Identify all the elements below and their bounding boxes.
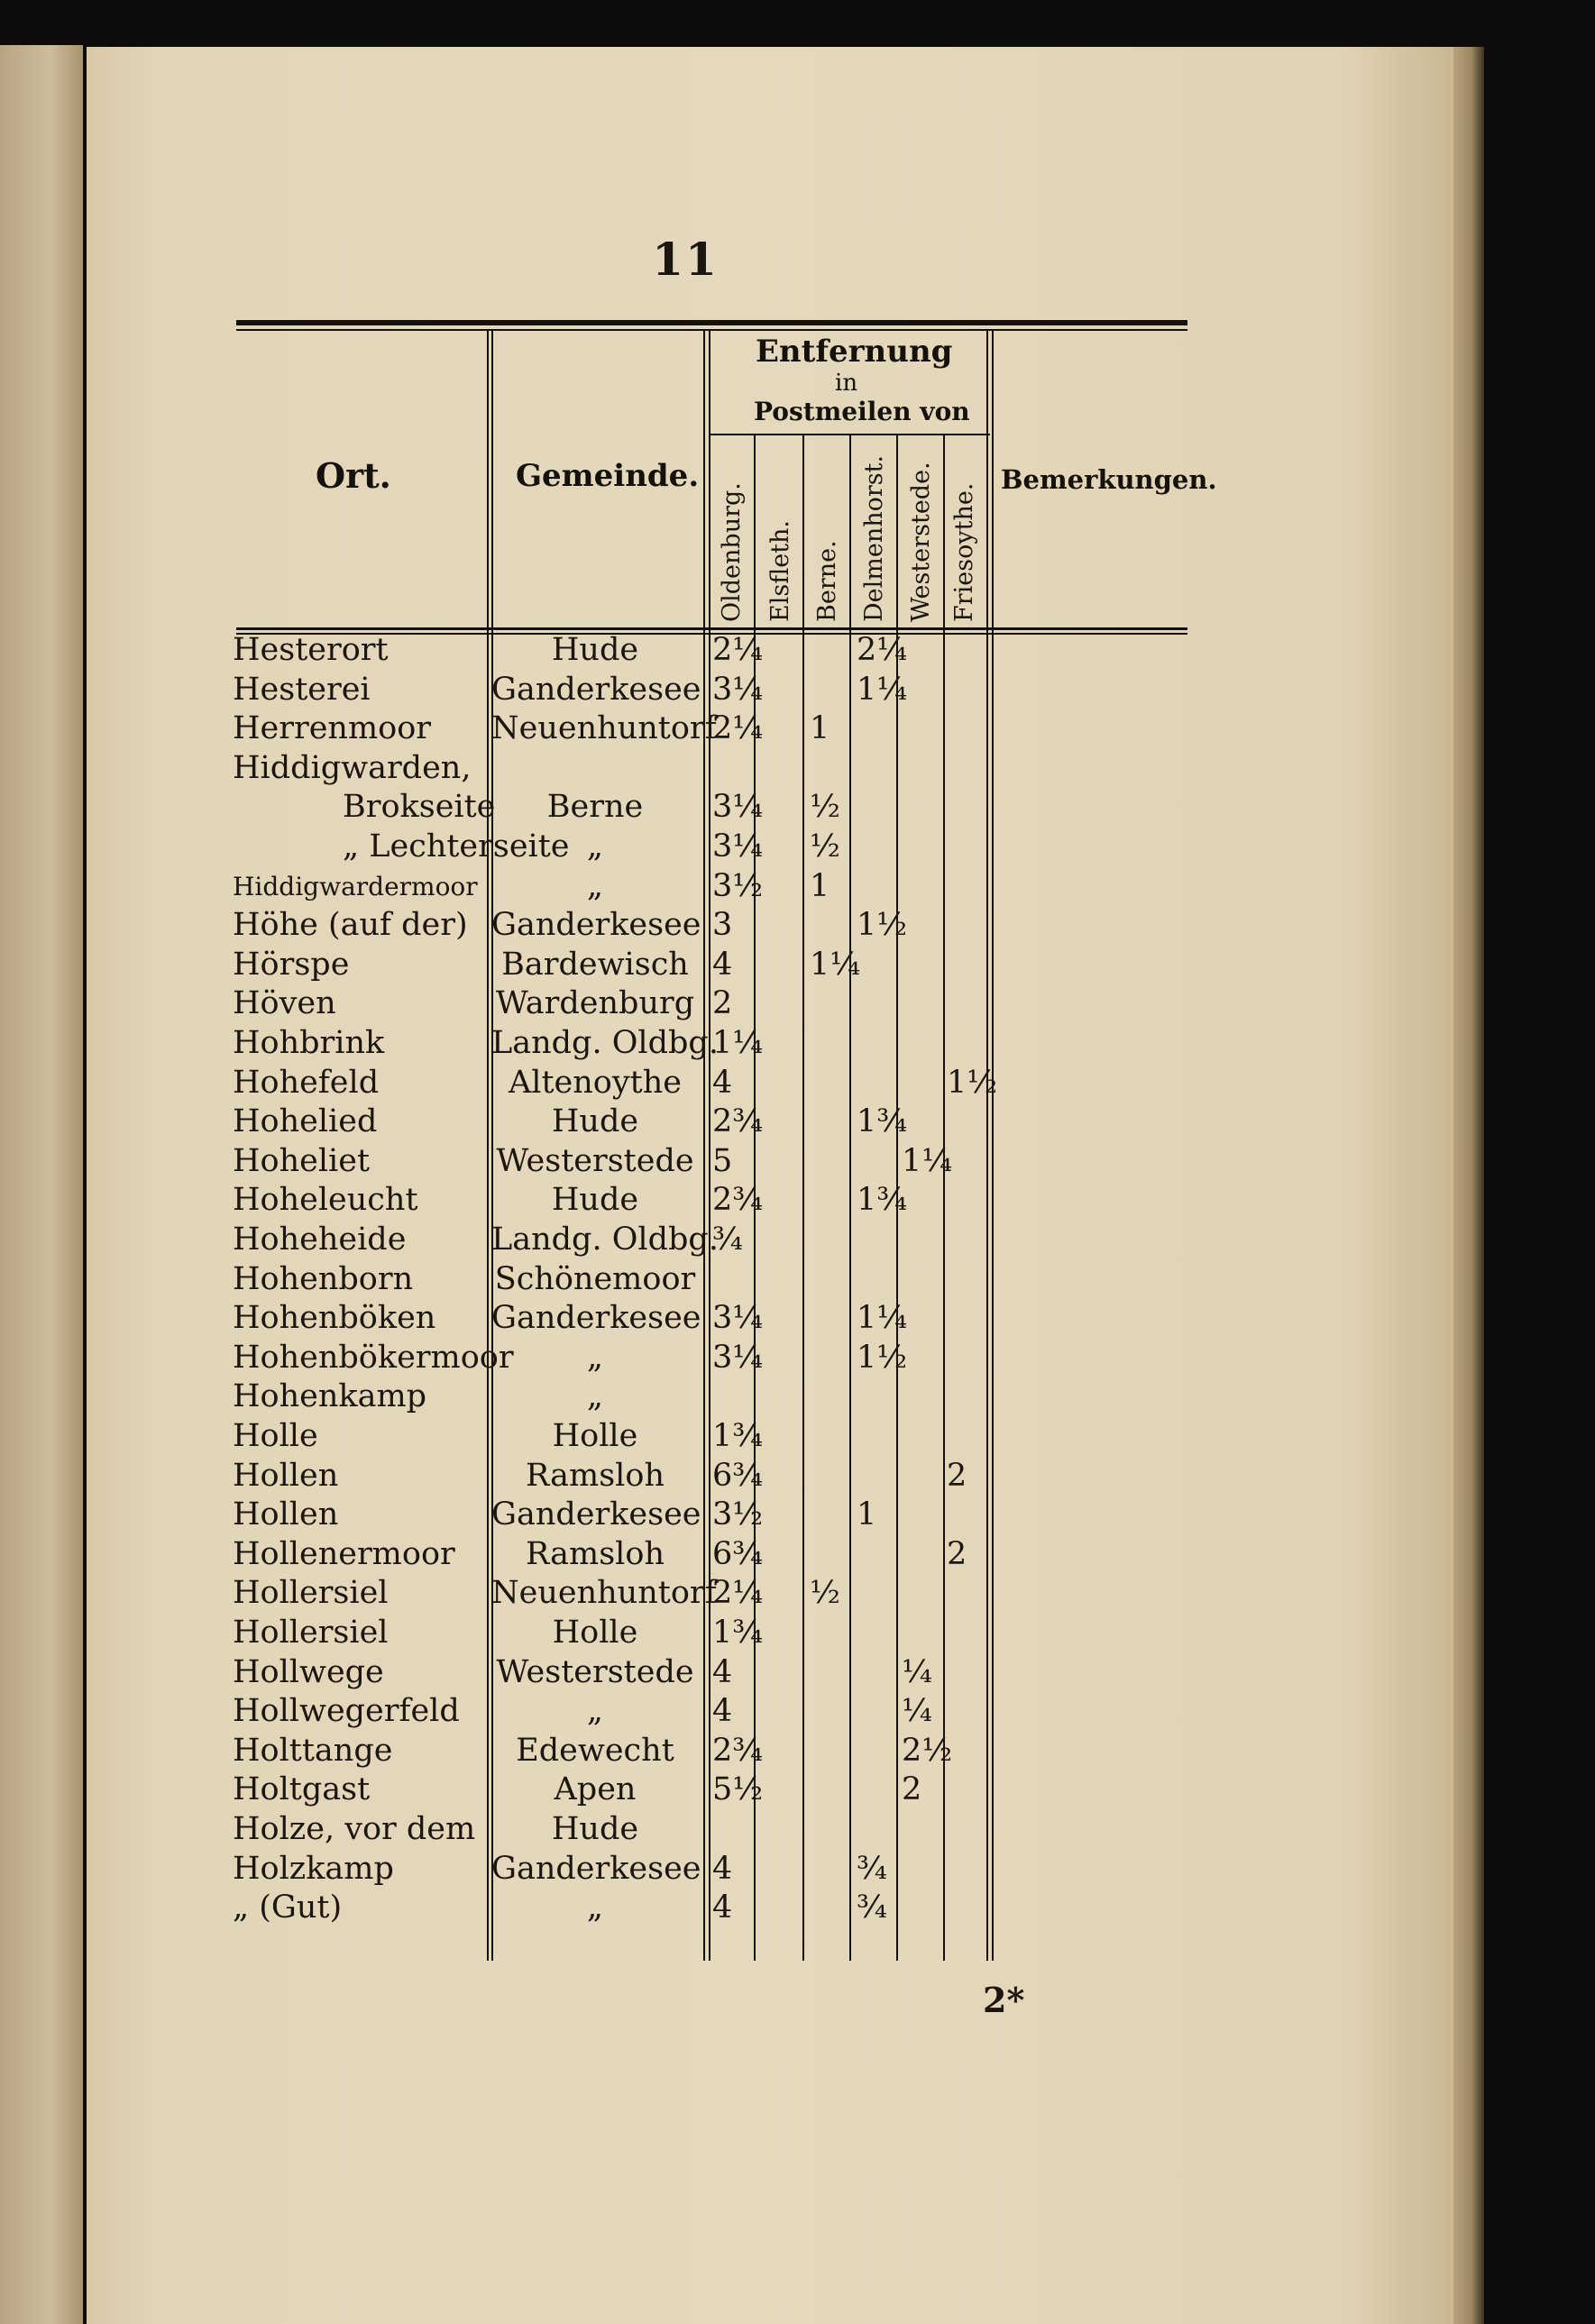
cell-gemeinde: „ (586, 867, 604, 904)
cell-ort: Hollen (233, 1496, 339, 1533)
cell-ort: Hoheleucht (233, 1182, 418, 1219)
signature-mark: 2* (983, 1980, 1025, 2020)
cell-oldenburg: 2¼ (712, 632, 764, 668)
cell-oldenburg: 4 (712, 946, 733, 983)
cell-ort: Hoheheide (233, 1221, 407, 1258)
table-row (0, 1103, 1595, 1141)
table-row (0, 1417, 1595, 1456)
table-row (0, 1574, 1595, 1613)
cell-oldenburg: 4 (712, 1653, 733, 1690)
table-row (0, 1142, 1595, 1181)
header-ort: Ort. (316, 455, 391, 496)
cell-delmenhorst: 1½ (857, 907, 908, 944)
cell-ort: Hollersiel (233, 1575, 389, 1612)
header-bemerkungen: Bemerkungen. (1001, 464, 1217, 495)
cell-oldenburg: 4 (712, 1693, 733, 1730)
cell-delmenhorst: 2¼ (857, 632, 908, 668)
cell-gemeinde: Schönemoor (494, 1260, 696, 1297)
cell-friesoythe: 2 (947, 1457, 967, 1494)
cell-oldenburg: 3¼ (712, 671, 764, 708)
cell-ort: Brokseite (343, 789, 496, 826)
cell-gemeinde: Ganderkesee (491, 1850, 701, 1887)
table-row (0, 1339, 1595, 1377)
cell-ort: Hohefeld (233, 1064, 380, 1101)
cell-gemeinde: Hude (551, 1182, 639, 1219)
table-row (0, 867, 1595, 906)
table-row (0, 1496, 1595, 1534)
table-row (0, 828, 1595, 866)
cell-oldenburg: 2¾ (712, 1103, 764, 1140)
cell-gemeinde: Landg. Oldbg. (491, 1025, 719, 1061)
cell-ort: Holttange (233, 1732, 393, 1769)
table-row (0, 1181, 1595, 1220)
cell-gemeinde: Hude (551, 1811, 639, 1847)
cell-delmenhorst: 1½ (857, 1339, 908, 1376)
table-row (0, 1732, 1595, 1770)
table-row (0, 1221, 1595, 1259)
cell-ort: Hesterort (233, 632, 389, 668)
cell-gemeinde: Westerstede (496, 1653, 694, 1690)
cell-oldenburg: ¾ (712, 1221, 743, 1258)
cell-berne: ½ (810, 789, 840, 826)
cell-gemeinde: Hude (551, 1103, 639, 1140)
cell-ort: Herrenmoor (233, 710, 432, 747)
header-gemeinde: Gemeinde. (516, 458, 700, 494)
cell-ort: Hollen (233, 1457, 339, 1494)
table-row (0, 984, 1595, 1023)
table-row (0, 1535, 1595, 1574)
cell-gemeinde: Ramsloh (526, 1457, 665, 1494)
cell-ort: „ Lechterseite (343, 828, 570, 865)
table-row (0, 1260, 1595, 1299)
cell-delmenhorst: ¾ (857, 1889, 887, 1926)
cell-ort: Holzkamp (233, 1850, 394, 1887)
table-row (0, 709, 1595, 748)
top-thick-rule (236, 320, 1187, 325)
header-in: in (835, 370, 858, 397)
cell-berne: ½ (810, 1575, 840, 1612)
cell-westerstede: 2½ (902, 1732, 953, 1769)
cell-gemeinde: Ramsloh (526, 1535, 665, 1572)
cell-oldenburg: 2¼ (712, 710, 764, 747)
cell-gemeinde: Hude (551, 632, 639, 668)
cell-gemeinde: Altenoythe (509, 1064, 682, 1101)
cell-gemeinde: Ganderkesee (491, 907, 701, 944)
cell-oldenburg: 3¼ (712, 828, 764, 865)
cell-oldenburg: 2¾ (712, 1732, 764, 1769)
cell-berne: 1 (810, 867, 830, 904)
cell-ort: Hesterei (233, 671, 371, 708)
cell-delmenhorst: 1¾ (857, 1182, 908, 1219)
cell-ort: Hohelied (233, 1103, 378, 1140)
cell-ort: Höven (233, 985, 336, 1022)
cell-gemeinde: „ (586, 828, 604, 865)
cell-ort: Hohbrink (233, 1025, 385, 1061)
cell-oldenburg: 3½ (712, 1496, 764, 1533)
cell-gemeinde: „ (586, 1378, 604, 1415)
cell-ort: Hollersiel (233, 1615, 389, 1651)
cell-ort: Hohenböken (233, 1300, 436, 1337)
cell-delmenhorst: ¾ (857, 1850, 887, 1887)
cell-berne: 1 (810, 710, 830, 747)
cell-gemeinde: Edewecht (516, 1732, 674, 1769)
cell-oldenburg: 1¼ (712, 1025, 764, 1061)
table-row (0, 671, 1595, 709)
table-row (0, 1810, 1595, 1849)
table-row (0, 1770, 1595, 1809)
cell-berne: ½ (810, 828, 840, 865)
header-elsfleth: Elsfleth. (766, 519, 794, 622)
cell-oldenburg: 3¼ (712, 1300, 764, 1337)
table-row (0, 906, 1595, 945)
cell-ort: Hoheliet (233, 1142, 371, 1179)
cell-gemeinde: Holle (552, 1615, 638, 1651)
cell-gemeinde: Neuenhuntorf (491, 1575, 717, 1612)
cell-oldenburg: 1¾ (712, 1418, 764, 1454)
cell-oldenburg: 4 (712, 1850, 733, 1887)
cell-delmenhorst: 1¼ (857, 1300, 908, 1337)
cell-berne: 1¼ (810, 946, 861, 983)
cell-oldenburg: 4 (712, 1889, 733, 1926)
cell-gemeinde: Wardenburg (495, 985, 695, 1022)
cell-oldenburg: 1¾ (712, 1615, 764, 1651)
cell-oldenburg: 2¼ (712, 1575, 764, 1612)
cell-ort: Hohenkamp (233, 1378, 427, 1415)
cell-oldenburg: 3 (712, 907, 733, 944)
table-row (0, 1377, 1595, 1416)
table-row (0, 1889, 1595, 1927)
cell-ort: Holtgast (233, 1771, 371, 1808)
header-postmeilen: Postmeilen von (754, 397, 970, 426)
top-thin-rule (236, 329, 1187, 331)
cell-ort: Holze, vor dem (233, 1811, 476, 1847)
cell-gemeinde: Berne (546, 789, 644, 826)
table-row (0, 1064, 1595, 1103)
cell-westerstede: ¼ (902, 1653, 932, 1690)
cell-ort: Hiddigwarden, (233, 749, 472, 786)
cell-gemeinde: Ganderkesee (491, 1300, 701, 1337)
cell-ort: Holle (233, 1418, 318, 1454)
table-row (0, 946, 1595, 984)
cell-gemeinde: Apen (554, 1771, 637, 1808)
table-row (0, 1653, 1595, 1692)
table-row (0, 1299, 1595, 1338)
header-oldenburg: Oldenburg. (718, 482, 746, 622)
cell-oldenburg: 3¼ (712, 1339, 764, 1376)
cell-ort: Hohenbökermoor (233, 1339, 514, 1376)
cell-gemeinde: Ganderkesee (491, 1496, 701, 1533)
cell-oldenburg: 2¾ (712, 1182, 764, 1219)
cell-gemeinde: „ (586, 1339, 604, 1376)
table-row (0, 1024, 1595, 1063)
cell-gemeinde: Landg. Oldbg. (491, 1221, 719, 1258)
cell-westerstede: 1¼ (902, 1142, 953, 1179)
cell-oldenburg: 3¼ (712, 789, 764, 826)
table-row (0, 1614, 1595, 1652)
cell-oldenburg: 2 (712, 985, 733, 1022)
cell-delmenhorst: 1 (857, 1496, 877, 1533)
cell-friesoythe: 2 (947, 1535, 967, 1572)
cell-ort: Hohenborn (233, 1260, 414, 1297)
table-row (0, 1457, 1595, 1496)
cell-gemeinde: „ (586, 1693, 604, 1730)
header-westerstede: Westerstede. (907, 462, 935, 622)
cell-oldenburg: 4 (712, 1064, 733, 1101)
cell-westerstede: ¼ (902, 1693, 932, 1730)
cell-ort: „ (Gut) (233, 1889, 343, 1926)
cell-ort: Hollwege (233, 1653, 384, 1690)
table-row (0, 1692, 1595, 1731)
cell-oldenburg: 5 (712, 1142, 733, 1179)
header-friesoythe: Friesoythe. (950, 482, 978, 622)
header-berne: Berne. (813, 540, 841, 622)
cell-oldenburg: 6¾ (712, 1535, 764, 1572)
cell-oldenburg: 3½ (712, 867, 764, 904)
cell-westerstede: 2 (902, 1771, 922, 1808)
cell-delmenhorst: 1¾ (857, 1103, 908, 1140)
cell-gemeinde: Ganderkesee (491, 671, 701, 708)
cell-oldenburg: 5½ (712, 1771, 764, 1808)
table-row (0, 631, 1595, 670)
table-row (0, 788, 1595, 827)
header-bottom-rule (236, 627, 1187, 630)
cell-oldenburg: 6¾ (712, 1457, 764, 1494)
page-number: 11 (652, 233, 719, 286)
cell-gemeinde: Westerstede (496, 1142, 694, 1179)
cell-ort: Hollwegerfeld (233, 1693, 460, 1730)
cell-gemeinde: Neuenhuntorf (491, 710, 717, 747)
cell-ort: Hollenermoor (233, 1535, 455, 1572)
header-entfernung: Entfernung (756, 334, 953, 370)
cell-ort: Hiddigwardermoor (233, 871, 478, 901)
header-delmenhorst: Delmenhorst. (860, 454, 888, 622)
cell-gemeinde: Bardewisch (501, 946, 689, 983)
cell-friesoythe: 1½ (947, 1064, 998, 1101)
cell-ort: Höhe (auf der) (233, 907, 468, 944)
cell-delmenhorst: 1¼ (857, 671, 908, 708)
cell-gemeinde: „ (586, 1889, 604, 1926)
table-row (0, 749, 1595, 788)
table-row (0, 1850, 1595, 1889)
cell-gemeinde: Holle (552, 1418, 638, 1454)
cell-ort: Hörspe (233, 946, 350, 983)
